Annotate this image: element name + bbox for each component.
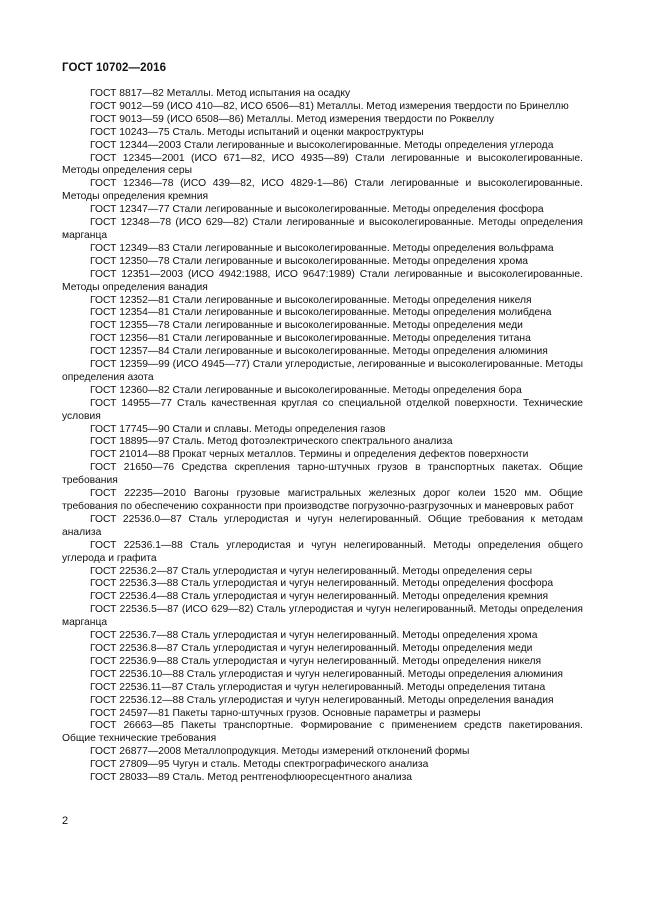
reference-item: ГОСТ 24597—81 Пакеты тарно-штучных грузов. Основные параметры и размеры xyxy=(90,707,481,719)
document-header: ГОСТ 10702—2016 xyxy=(62,62,167,74)
reference-item: ГОСТ 8817—82 Металлы. Метод испытания на осадку xyxy=(90,88,351,99)
reference-item: ГОСТ 28033—89 Сталь. Метод рентгенофлюоресцентного анализа xyxy=(90,772,413,784)
reference-item: ГОСТ 12350—78 Стали легированные и высоколегированные. Методы определения хрома xyxy=(90,255,528,267)
reference-item: ГОСТ 12356—81 Стали легированные и высоколегированные. Методы определения титана xyxy=(90,333,531,345)
reference-item: ГОСТ 26663—85 Пакеты транспортные. Формирование с применением средств пакетирования. Общие технические требования xyxy=(62,720,583,745)
reference-item: ГОСТ 22536.7—88 Сталь углеродистая и чугун нелегированный. Методы определения хрома xyxy=(90,630,538,642)
reference-item: ГОСТ 22536.5—87 (ИСО 629—82) Сталь углеродистая и чугун нелегированный. Методы определения марганца xyxy=(62,604,583,629)
reference-item: ГОСТ 12354—81 Стали легированные и высоколегированные. Методы определения молибдена xyxy=(90,307,552,319)
reference-item: ГОСТ 12360—82 Стали легированные и высоколегированные. Методы определения бора xyxy=(90,384,522,396)
reference-item: ГОСТ 17745—90 Стали и сплавы. Методы определения газов xyxy=(90,423,386,435)
reference-item: ГОСТ 22536.10—88 Сталь углеродистая и чугун нелегированный. Методы определения алюминия xyxy=(90,668,563,680)
reference-item: ГОСТ 22536.0—87 Сталь углеродистая и чугун нелегированный. Общие требования к методам анализа xyxy=(62,513,583,538)
reference-item: ГОСТ 27809—95 Чугун и сталь. Методы спектрографического анализа xyxy=(90,759,429,771)
reference-item: ГОСТ 22536.9—88 Сталь углеродистая и чугун нелегированный. Методы определения никеля xyxy=(90,655,542,667)
reference-item: ГОСТ 12357—84 Стали легированные и высоколегированные. Методы определения алюминия xyxy=(90,346,548,358)
reference-item: ГОСТ 12348—78 (ИСО 629—82) Стали легированные и высоколегированные. Методы определения марганца xyxy=(62,217,583,241)
reference-item: ГОСТ 22536.4—88 Сталь углеродистая и чугун нелегированный. Методы определения кремния xyxy=(90,591,549,603)
reference-item: ГОСТ 12351—2003 (ИСО 4942:1988, ИСО 9647:1989) Стали легированные и высоколегированные. Методы определения ванадия xyxy=(62,268,583,293)
reference-item: ГОСТ 12344—2003 Стали легированные и высоколегированные. Методы определения углерода xyxy=(90,139,554,151)
reference-item: ГОСТ 12359—99 (ИСО 4945—77) Стали углеродистые, легированные и высоколегированные. Методы определения азота xyxy=(62,359,583,383)
reference-item: ГОСТ 12355—78 Стали легированные и высоколегированные. Методы определения меди xyxy=(90,320,523,332)
reference-item: ГОСТ 22536.11—87 Сталь углеродистая и чугун нелегированный. Методы определения титана xyxy=(90,681,546,693)
reference-item: ГОСТ 12347—77 Стали легированные и высоколегированные. Методы определения фосфора xyxy=(90,204,544,216)
reference-item: ГОСТ 21014—88 Прокат черных металлов. Термины и определения дефектов поверхности xyxy=(90,449,529,461)
page-number: 2 xyxy=(62,815,69,827)
reference-item: ГОСТ 9012—59 (ИСО 410—82, ИСО 6506—81) Металлы. Метод измерения твердости по Бринеллю xyxy=(90,100,569,112)
reference-item: ГОСТ 10243—75 Сталь. Методы испытаний и оценки макроструктуры xyxy=(90,126,424,138)
reference-item: ГОСТ 18895—97 Сталь. Метод фотоэлектрического спектрального анализа xyxy=(90,436,453,448)
reference-item: ГОСТ 14955—77 Сталь качественная круглая со специальной отделкой поверхности. Технические условия xyxy=(62,397,583,422)
reference-item: ГОСТ 21650—76 Средства скрепления тарно-штучных грузов в транспортных пакетах. Общие требования xyxy=(62,462,583,487)
reference-item: ГОСТ 22536.2—87 Сталь углеродистая и чугун нелегированный. Методы определения серы xyxy=(90,565,533,577)
reference-item: ГОСТ 12352—81 Стали легированные и высоколегированные. Методы определения никеля xyxy=(90,294,532,306)
normative-references-list xyxy=(62,88,583,785)
reference-item: ГОСТ 22536.1—88 Сталь углеродистая и чугун нелегированный. Методы определения общего углерода и графита xyxy=(62,539,583,564)
reference-item: ГОСТ 9013—59 (ИСО 6508—86) Металлы. Метод измерения твердости по Роквеллу xyxy=(90,113,495,125)
reference-item: ГОСТ 12345—2001 (ИСО 671—82, ИСО 4935—89) Стали легированные и высоколегированные. Методы определения серы xyxy=(62,152,583,177)
reference-item: ГОСТ 22235—2010 Вагоны грузовые магистральных железных дорог колеи 1520 мм. Общие требования по обеспечению сохранности при производстве погрузочно-разгрузочных и маневровых работ xyxy=(62,488,583,512)
reference-item: ГОСТ 22536.3—88 Сталь углеродистая и чугун нелегированный. Методы определения фосфора xyxy=(90,578,554,590)
reference-item: ГОСТ 12346—78 (ИСО 439—82, ИСО 4829-1—86) Стали легированные и высоколегированные. Методы определения кремния xyxy=(62,178,583,203)
reference-item: ГОСТ 12349—83 Стали легированные и высоколегированные. Методы определения вольфрама xyxy=(90,242,554,254)
reference-item: ГОСТ 22536.8—87 Сталь углеродистая и чугун нелегированный. Методы определения меди xyxy=(90,642,533,654)
reference-item: ГОСТ 26877—2008 Металлопродукция. Методы измерений отклонений формы xyxy=(90,746,470,758)
reference-item: ГОСТ 22536.12—88 Сталь углеродистая и чугун нелегированный. Методы определения ванадия xyxy=(90,694,554,706)
